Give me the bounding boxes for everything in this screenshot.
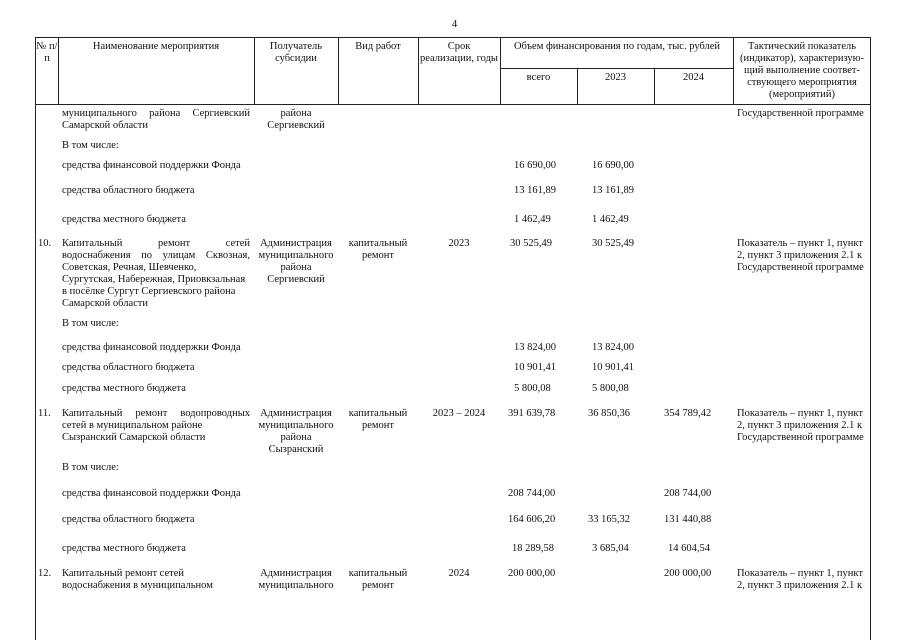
row-work-type-line: капитальный xyxy=(348,408,408,419)
row-recipient-line: Администрация xyxy=(260,568,332,579)
sub-row-label: средства местного бюджета xyxy=(62,214,186,225)
row-name-line: Сызранский Самарской области xyxy=(62,432,206,443)
sub-row-total: 13 824,00 xyxy=(514,342,556,353)
including-label: В том числе: xyxy=(62,318,119,329)
sub-row-2023: 13 824,00 xyxy=(592,342,634,353)
row-recipient-line: Администрация xyxy=(260,408,332,419)
row-name-line: Советская, Речная, Шевченко, xyxy=(62,262,197,273)
row-name-line: водоснабжения по улицам Сквозная, xyxy=(62,250,250,261)
header-2024: 2024 xyxy=(683,72,704,83)
continuation-recipient-line: района xyxy=(280,108,312,119)
row-work-type-line: ремонт xyxy=(361,420,394,431)
sub-row-2023: 10 901,41 xyxy=(592,362,634,373)
header-indicator: Тактический показатель (индикатор), характеризую-щий выполнение соответ-ствующего мероприятия (мероприятий) xyxy=(739,41,864,100)
sub-row-label: средства местного бюджета xyxy=(62,543,186,554)
sub-row-total: 10 901,41 xyxy=(514,362,556,373)
row-term: 2023 – 2024 xyxy=(432,408,486,419)
row-indicator-line: 2, пункт 3 приложения 2.1 к xyxy=(737,420,863,431)
sub-row-2023: 1 462,49 xyxy=(592,214,629,225)
row-indicator-line: Показатель – пункт 1, пункт xyxy=(737,408,863,419)
sub-row-total: 208 744,00 xyxy=(508,488,556,499)
row-term: 2024 xyxy=(448,568,470,579)
sub-row-2023: 33 165,32 xyxy=(588,514,630,525)
row-name-line: Капитальный ремонт водопроводных xyxy=(62,408,250,419)
row-number: 12. xyxy=(38,568,52,579)
including-label: В том числе: xyxy=(62,140,119,151)
row-indicator-line: 2, пункт 3 приложения 2.1 к xyxy=(737,250,863,261)
row-work-type-line: капитальный xyxy=(348,238,408,249)
row-number: 11. xyxy=(38,408,51,419)
continuation-indicator: Государственной программе xyxy=(737,108,864,119)
sub-row-2024: 14 604,54 xyxy=(668,543,710,554)
header-2023: 2023 xyxy=(605,72,626,83)
header-num: № п/п xyxy=(36,41,58,64)
header-work-type: Вид работ xyxy=(355,41,401,52)
row-name-line: Сургутская, Набережная, Приовкзальная xyxy=(62,274,246,285)
row-work-type-line: ремонт xyxy=(361,580,394,591)
row-total: 391 639,78 xyxy=(508,408,556,419)
sub-row-total: 13 161,89 xyxy=(514,185,556,196)
row-total: 30 525,49 xyxy=(510,238,552,249)
row-indicator-line: 2, пункт 3 приложения 2.1 к xyxy=(737,580,863,591)
continuation-name-line: муниципального района Сергиевский xyxy=(62,108,250,119)
sub-row-total: 164 606,20 xyxy=(508,514,556,525)
header-recipient: Получатель субсидии xyxy=(269,41,323,64)
row-indicator-line: Показатель – пункт 1, пункт xyxy=(737,238,863,249)
row-recipient-line: района xyxy=(280,262,312,273)
header-funding: Объем финансирования по годам, тыс. рублей xyxy=(513,41,721,52)
continuation-name-line: Самарской области xyxy=(62,120,148,131)
row-number: 10. xyxy=(38,238,52,249)
sub-row-label: средства финансовой поддержки Фонда xyxy=(62,488,241,499)
row-recipient-line: муниципального xyxy=(258,420,334,431)
row-recipient-line: Администрация xyxy=(260,238,332,249)
continuation-recipient-line: Сергиевский xyxy=(267,120,325,131)
row-2023: 30 525,49 xyxy=(592,238,634,249)
row-total: 200 000,00 xyxy=(508,568,556,579)
header-name: Наименование мероприятия xyxy=(92,41,220,52)
row-term: 2023 xyxy=(448,238,470,249)
sub-row-label: средства финансовой поддержки Фонда xyxy=(62,160,241,171)
sub-row-total: 1 462,49 xyxy=(514,214,551,225)
row-name-line: сетей в муниципальном районе xyxy=(62,420,203,431)
row-recipient-line: Сызранский xyxy=(268,444,324,455)
page-number: 4 xyxy=(451,18,458,30)
row-work-type-line: капитальный xyxy=(348,568,408,579)
row-name-line: Капитальный ремонт сетей xyxy=(62,568,184,579)
row-name-line: в посёлке Сургут Сергиевского района xyxy=(62,286,236,297)
including-label: В том числе: xyxy=(62,462,119,473)
row-2024: 354 789,42 xyxy=(664,408,712,419)
row-name-line: водоснабжения в муниципальном xyxy=(62,580,213,591)
sub-row-label: средства областного бюджета xyxy=(62,514,195,525)
row-recipient-line: муниципального xyxy=(258,250,334,261)
sub-row-total: 18 289,58 xyxy=(512,543,554,554)
row-2024: 200 000,00 xyxy=(664,568,712,579)
sub-row-2023: 3 685,04 xyxy=(592,543,629,554)
sub-row-total: 16 690,00 xyxy=(514,160,556,171)
row-work-type-line: ремонт xyxy=(361,250,394,261)
row-indicator-line: Государственной программе xyxy=(737,432,864,443)
sub-row-2023: 5 800,08 xyxy=(592,383,629,394)
sub-row-2024: 131 440,88 xyxy=(664,514,712,525)
row-name-line: Самарской области xyxy=(62,298,148,309)
header-total: всего xyxy=(526,72,551,83)
row-indicator-line: Показатель – пункт 1, пункт xyxy=(737,568,863,579)
row-2023: 36 850,36 xyxy=(588,408,630,419)
sub-row-label: средства финансовой поддержки Фонда xyxy=(62,342,241,353)
sub-row-2023: 16 690,00 xyxy=(592,160,634,171)
sub-row-total: 5 800,08 xyxy=(514,383,551,394)
row-indicator-line: Государственной программе xyxy=(737,262,864,273)
sub-row-label: средства областного бюджета xyxy=(62,185,195,196)
sub-row-label: средства местного бюджета xyxy=(62,383,186,394)
sub-row-2024: 208 744,00 xyxy=(664,488,712,499)
row-recipient-line: Сергиевский xyxy=(267,274,325,285)
header-term: Срок реализации, годы xyxy=(420,41,498,64)
row-name-line: Капитальный ремонт сетей xyxy=(62,238,250,249)
sub-row-2023: 13 161,89 xyxy=(592,185,634,196)
row-recipient-line: района xyxy=(280,432,312,443)
row-recipient-line: муниципального xyxy=(258,580,334,591)
sub-row-label: средства областного бюджета xyxy=(62,362,195,373)
